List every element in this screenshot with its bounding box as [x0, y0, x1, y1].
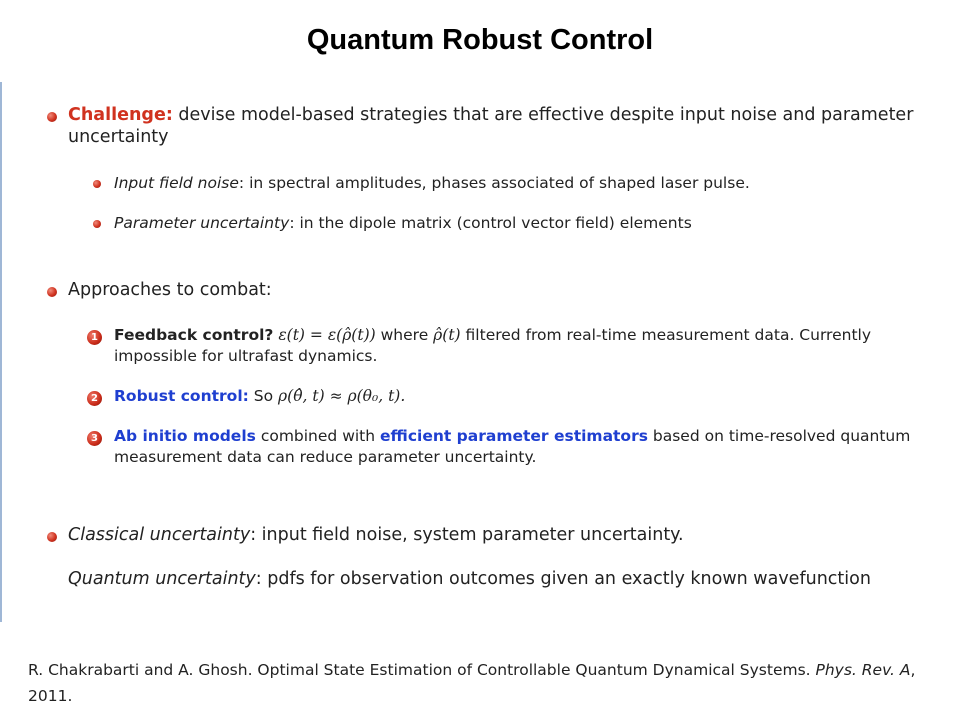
ab-initio-text: based on time-resolved quantum measurement data can reduce parameter uncertainty. — [114, 427, 911, 466]
quantum-uncertainty-term: Quantum uncertainty — [68, 569, 256, 589]
quantum-uncertainty-item — [68, 568, 928, 590]
ab-initio-mid: combined with — [260, 427, 376, 445]
bullet-icon — [93, 220, 101, 228]
parameter-uncertainty-text: : in the dipole matrix (control vector field) elements — [289, 214, 692, 232]
bullet-icon — [47, 532, 57, 542]
classical-uncertainty-item — [68, 524, 928, 546]
input-noise-term: Input field noise — [114, 174, 239, 192]
reference-authors-title: R. Chakrabarti and A. Ghosh. Optimal State Estimation of Controllable Quantum Dynamical Systems. — [28, 661, 811, 679]
robust-control-term: Robust control: — [114, 387, 249, 405]
number-badge-3: 3 — [87, 431, 102, 446]
input-noise-text: : in spectral amplitudes, phases associated of shaped laser pulse. — [238, 174, 750, 192]
bullet-icon — [93, 180, 101, 188]
slide-title: Quantum Robust Control — [306, 24, 654, 56]
quantum-uncertainty-text: : pdfs for observation outcomes given an exactly known wavefunction — [255, 569, 871, 589]
robust-control-item — [114, 386, 934, 407]
number-badge-1: 1 — [87, 330, 102, 345]
input-noise-item — [114, 173, 934, 194]
classical-uncertainty-text: : input field noise, system parameter uncertainty. — [250, 525, 684, 545]
bullet-icon — [47, 112, 57, 122]
challenge-item — [68, 104, 928, 148]
ab-initio-term: Ab initio models — [114, 427, 256, 445]
challenge-label: Challenge: — [68, 105, 173, 125]
classical-uncertainty-term: Classical uncertainty — [68, 525, 251, 545]
feedback-control-where: where — [380, 326, 429, 344]
feedback-control-item — [114, 325, 934, 367]
reference-journal: Phys. Rev. A — [815, 661, 911, 679]
approaches-heading: Approaches to combat: — [68, 280, 272, 300]
parameter-uncertainty-item — [114, 213, 934, 234]
parameter-estimators-term: efficient parameter estimators — [380, 427, 648, 445]
number-badge-2: 2 — [87, 391, 102, 406]
robust-control-so: So — [253, 387, 274, 405]
feedback-control-text: filtered from real-time measurement data. Currently impossible for ultrafast dynamics. — [114, 326, 871, 365]
feedback-control-rho: ρ̂(t) — [433, 326, 461, 344]
parameter-uncertainty-term: Parameter uncertainty — [114, 214, 290, 232]
robust-control-formula: ρ(θ̂, t) ≈ ρ(θ₀, t). — [278, 387, 406, 405]
challenge-text: devise model-based strategies that are effective despite input noise and parameter uncertainty — [68, 105, 914, 147]
ab-initio-item — [114, 426, 934, 468]
feedback-control-formula: ε(t) = ε(ρ̂(t)) — [278, 326, 376, 344]
feedback-control-term: Feedback control? — [114, 326, 274, 344]
reference-year: , 2011. — [28, 661, 916, 705]
bullet-icon — [47, 287, 57, 297]
reference-citation — [28, 657, 948, 709]
